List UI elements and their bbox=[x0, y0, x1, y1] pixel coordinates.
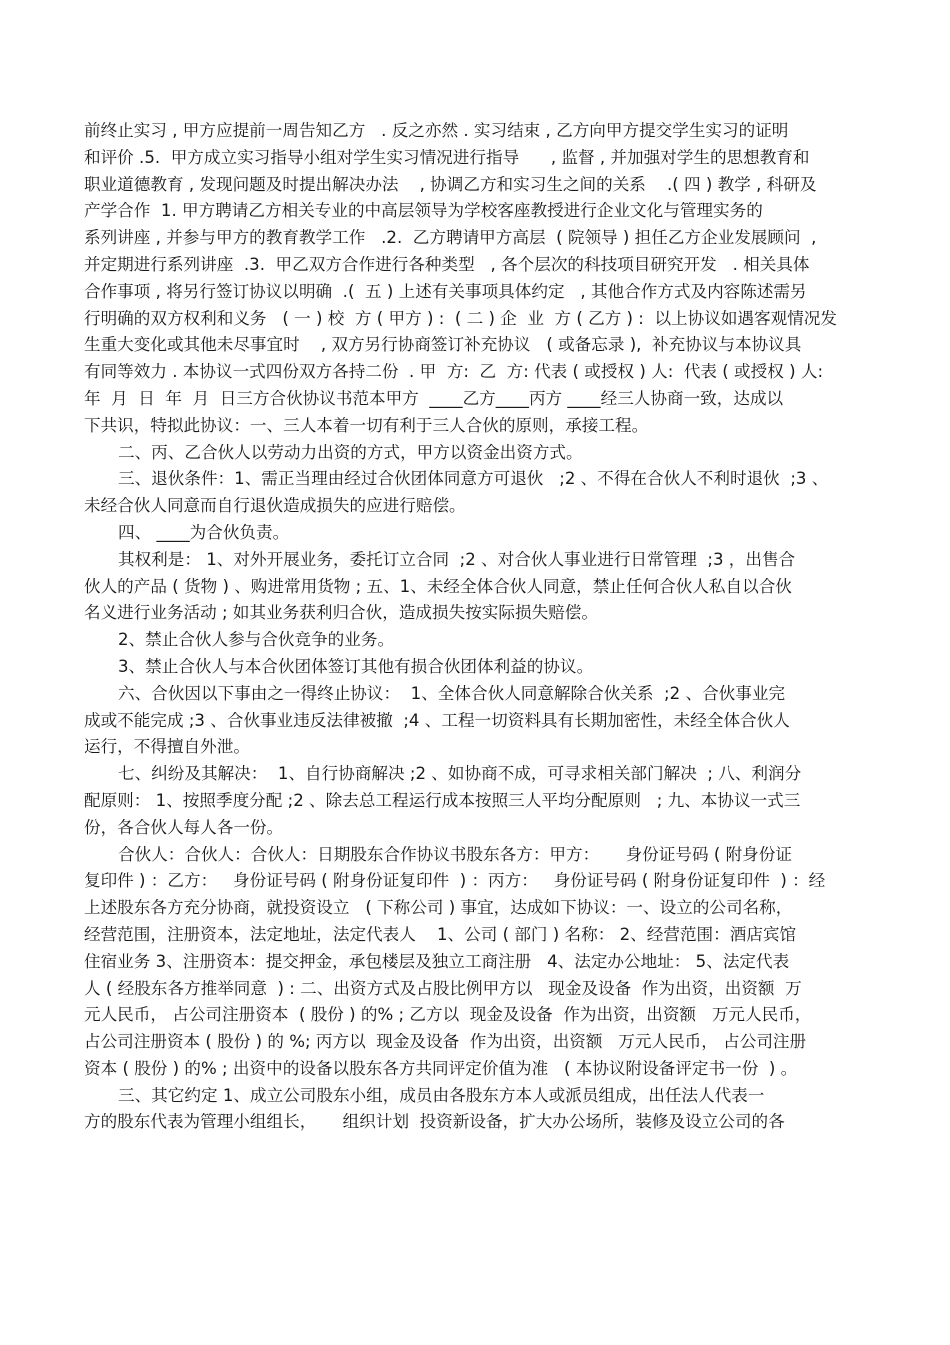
text-line: 职业道德教育 , 发现问题及时提出解决办法 , 协调乙方和实习生之间的关系 .( 四 ) 教学 , 科研及 bbox=[84, 174, 817, 194]
text-line: 下共识，特拟此协议：一、三人本着一切有利于三人合伙的原则，承接工程。 bbox=[84, 415, 649, 435]
text-line: 有同等效力 . 本协议一式四份双方各持二份 . 甲 方: 乙 方: 代表 ( 或授权 ) 人: 代表 ( 或授权 ) 人: bbox=[84, 362, 824, 382]
text-line: 复印件 ) ：乙方： 身份证号码 ( 附身份证复印件 ) ：丙方： 身份证号码 ( 附身份证复印件 ) ：经 bbox=[84, 871, 826, 891]
text-line: 份，各合伙人每人各一份。 bbox=[84, 817, 284, 837]
text-line: 3、禁止合伙人与本合伙团体签订其他有损合伙团体利益的协议。 bbox=[118, 656, 594, 676]
text-line: 七、纠纷及其解决： 1、自行协商解决 ;2 、如协商不成，可寻求相关部门解决 ; 八、利润分 bbox=[118, 764, 802, 784]
text-line: 伙人的产品 ( 货物 ) 、购进常用货物 ; 五、1、未经全体合伙人同意，禁止任何合伙人私自以合伙 bbox=[84, 576, 792, 596]
text-line: 配原则： 1、按照季度分配 ;2 、除去总工程运行成本按照三人平均分配原则 ; 九、本协议一式三 bbox=[84, 790, 801, 810]
text-line: 四、 ____为合伙负责。 bbox=[118, 522, 290, 542]
text-line: 成或不能完成 ;3 、合伙事业违反法律被撤 ;4 、工程一切资料具有长期加密性，未经全体合伙人 bbox=[84, 710, 790, 730]
text-line: 前终止实习 , 甲方应提前一周告知乙方 . 反之亦然 . 实习结束 , 乙方向甲方提交学生实习的证明 bbox=[84, 121, 789, 140]
text-line: 合伙人：合伙人：合伙人：日期股东合作协议书股东各方：甲方： 身份证号码 ( 附身份证 bbox=[118, 844, 792, 864]
text-line: 占公司注册资本 ( 股份 ) 的 %; 丙方以 现金及设备 作为出资，出资额 万元人民币， 占公司注册 bbox=[84, 1032, 807, 1052]
text-line: 并定期进行系列讲座 .3. 甲乙双方合作进行各种类型 , 各个层次的科技项目研究开发 . 相关具体 bbox=[84, 254, 810, 274]
document-body bbox=[84, 118, 874, 1136]
text-line: 名义进行业务活动 ; 如其业务获利归合伙，造成损失按实际损失赔偿。 bbox=[84, 603, 598, 623]
text-line: 合作事项 , 将另行签订协议以明确 .( 五 ) 上述有关事项具体约定 , 其他合作方式及内容陈述需另 bbox=[84, 281, 807, 301]
text-line: 行明确的双方权利和义务 ( 一 ) 校 方 ( 甲方 ) : ( 二 ) 企 业 方 ( 乙方 ) : 以上协议如遇客观情况发 bbox=[84, 308, 837, 328]
text-line: 六、合伙因以下事由之一得终止协议： 1、全体合伙人同意解除合伙关系 ;2 、合伙事业完 bbox=[118, 683, 786, 703]
text-line: 资本 ( 股份 ) 的% ; 出资中的设备以股东各方共同评定价值为准 ( 本协议附设备评定书一份 ) 。 bbox=[84, 1058, 798, 1078]
text-line: 未经合伙人同意而自行退伙造成损失的应进行赔偿。 bbox=[84, 496, 466, 516]
text-line: 年 月 日 年 月 日三方合伙协议书范本甲方 ____乙方____丙方 ____经三人协商一致，达成以 bbox=[84, 388, 784, 408]
text-line: 住宿业务 3、注册资本：提交押金，承包楼层及独立工商注册 4、法定办公地址： 5、法定代表 bbox=[84, 951, 790, 971]
text-line: 运行，不得擅自外泄。 bbox=[84, 737, 250, 757]
text-line: 系列讲座 , 并参与甲方的教育教学工作 .2. 乙方聘请甲方高层 ( 院领导 ) 担任乙方企业发展顾问 , bbox=[84, 228, 817, 248]
text-line: 元人民币， 占公司注册资本 ( 股份 ) 的% ; 乙方以 现金及设备 作为出资，出资额 万元人民币， bbox=[84, 1005, 812, 1025]
text-line: 二、丙、乙合伙人以劳动力出资的方式，甲方以资金出资方式。 bbox=[118, 442, 583, 462]
text-line: 方的股东代表为管理小组组长， 组织计划 投资新设备，扩大办公场所，装修及设立公司的各 bbox=[84, 1112, 785, 1132]
text-line: 上述股东各方充分协商，就投资设立 ( 下称公司 ) 事宜，达成如下协议：一、设立的公司名称， bbox=[84, 898, 793, 918]
text-line: 三、退伙条件：1、需正当理由经过合伙团体同意方可退伙 ;2 、不得在合伙人不利时退伙 ;3 、 bbox=[118, 469, 829, 489]
text-line: 经营范围，注册资本，法定地址，法定代表人 1、公司 ( 部门 ) 名称： 2、经营范围：酒店宾馆 bbox=[84, 924, 797, 944]
text-line: 产学合作 1. 甲方聘请乙方相关专业的中高层领导为学校客座教授进行企业文化与管理实务的 bbox=[84, 201, 763, 221]
text-line: 2、禁止合伙人参与合伙竞争的业务。 bbox=[118, 630, 395, 650]
text-line: 三、其它约定 1、成立公司股东小组，成员由各股东方本人或派员组成，出任法人代表一 bbox=[118, 1085, 765, 1105]
text-line: 其权利是： 1、对外开展业务，委托订立合同 ;2 、对合伙人事业进行日常管理 ;3 ，出售合 bbox=[118, 549, 796, 569]
text-line: 人 ( 经股东各方推举同意 ) : 二、出资方式及占股比例甲方以 现金及设备 作为出资，出资额 万 bbox=[84, 978, 802, 998]
text-line: 生重大变化或其他未尽事宜时 , 双方另行协商签订补充协议 ( 或备忘录 ), 补充协议与本协议具 bbox=[84, 335, 802, 355]
text-line: 和评价 .5. 甲方成立实习指导小组对学生实习情况进行指导 , 监督 , 并加强对学生的思想教育和 bbox=[84, 147, 810, 167]
